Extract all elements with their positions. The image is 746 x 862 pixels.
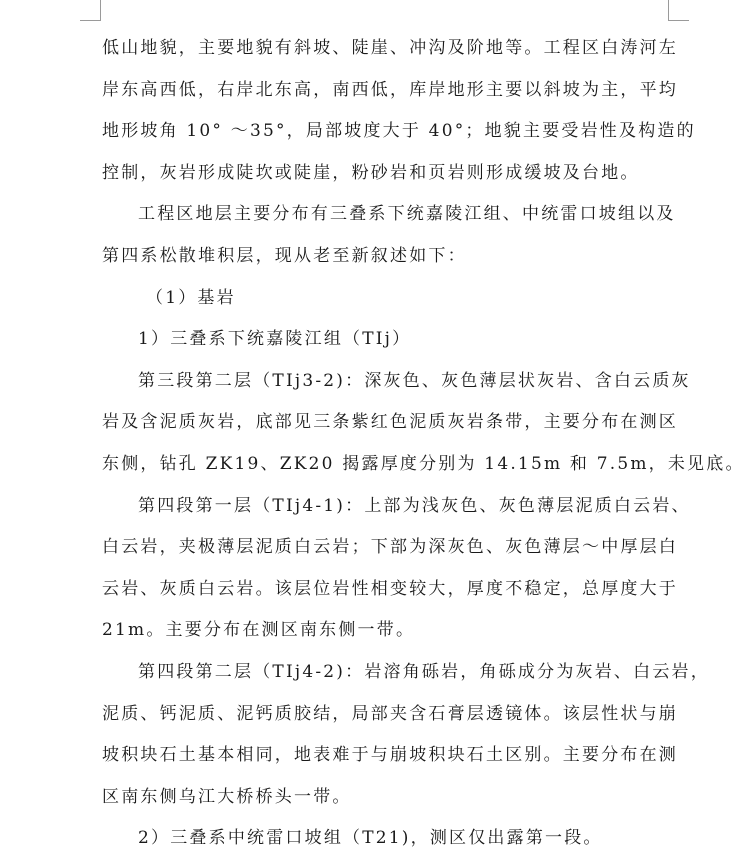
paragraph-first-line: 第三段第二层（TIj3-2)：深灰色、灰色薄层状灰岩、含白云质灰: [138, 370, 691, 391]
text-line: 岸东高西低，右岸北东高，南西低，库岸地形主要以斜坡为主，平均: [102, 79, 678, 100]
text-line: 控制，灰岩形成陡坎或陡崖，粉砂岩和页岩则形成缓坡及台地。: [102, 162, 640, 183]
section-heading: （1）基岩: [146, 287, 236, 308]
text-line: 岩及含泥质灰岩，底部见三条紫红色泥质灰岩条带，主要分布在测区: [102, 412, 678, 433]
text-line: 泥质、钙泥质、泥钙质胶结，局部夹含石膏层透镜体。该层性状与崩: [102, 703, 678, 724]
subsection-heading: 2）三叠系中统雷口坡组（T21)，测区仅出露第一段。: [138, 828, 603, 849]
margin-corner-mark-left: [80, 0, 101, 21]
text-line: 21m。主要分布在测区南东侧一带。: [102, 620, 416, 641]
text-line: 区南东侧乌江大桥桥头一带。: [102, 786, 352, 807]
subsection-heading: 1）三叠系下统嘉陵江组（TIj）: [138, 329, 412, 350]
paragraph-first-line: 第四段第二层（TIj4-2)：岩溶角砾岩，角砾成分为灰岩、白云岩，: [138, 661, 710, 682]
document-body: [102, 28, 745, 860]
text-line: 云岩、灰质白云岩。该层位岩性相变较大，厚度不稳定，总厚度大于: [102, 578, 678, 599]
margin-corner-mark-right: [668, 0, 689, 21]
text-line: 低山地貌，主要地貌有斜坡、陡崖、冲沟及阶地等。工程区白涛河左: [102, 38, 678, 58]
text-line: 地形坡角 10° ～35°，局部坡度大于 40°；地貌主要受岩性及构造的: [102, 121, 696, 142]
paragraph-first-line: 第四段第一层（TIj4-1)：上部为浅灰色、灰色薄层泥质白云岩、: [138, 495, 691, 516]
text-line: 东侧，钻孔 ZK19、ZK20 揭露厚度分别为 14.15m 和 7.5m，未见底。: [102, 453, 745, 474]
text-line: 第四系松散堆积层，现从老至新叙述如下：: [102, 245, 467, 266]
paragraph-first-line: 工程区地层主要分布有三叠系下统嘉陵江组、中统雷口坡组以及: [138, 204, 676, 225]
text-line: 白云岩，夹极薄层泥质白云岩；下部为深灰色、灰色薄层～中厚层白: [102, 537, 678, 558]
text-line: 坡积块石土基本相同，地表难于与崩坡积块石土区别。主要分布在测: [102, 745, 678, 766]
